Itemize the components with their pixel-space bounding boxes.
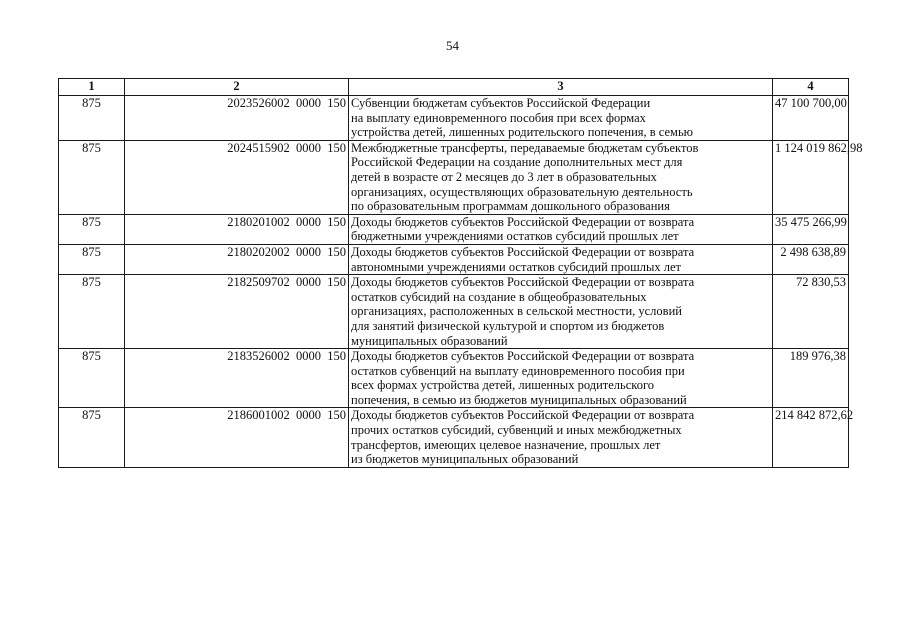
amount-cell: 189 976,38: [773, 349, 849, 408]
table-row: [59, 349, 849, 408]
column-header-description: 3: [349, 79, 773, 96]
description-cell: Доходы бюджетов субъектов Российской Федерации от возврата остатков субсидий на создание в общеобразовательных организациях, расположенных в сельской местности, условий для занятий физической культурой и спортом из бюджетов муниципальных образований: [349, 275, 773, 349]
table-row: [59, 140, 849, 214]
amount-cell: 35 475 266,99: [773, 214, 849, 244]
budget-code-cell: 2180201002 0000 150: [125, 214, 349, 244]
table-row: [59, 96, 849, 141]
budget-code-cell: 2180202002 0000 150: [125, 244, 349, 274]
budget-code-cell: 2182509702 0000 150: [125, 275, 349, 349]
table-row: [59, 214, 849, 244]
admin-code-cell: 875: [59, 349, 125, 408]
header-row: [59, 79, 849, 96]
amount-cell: 2 498 638,89: [773, 244, 849, 274]
budget-code-cell: 2183526002 0000 150: [125, 349, 349, 408]
admin-code-cell: 875: [59, 96, 125, 141]
column-header-admin: 1: [59, 79, 125, 96]
amount-cell: 72 830,53: [773, 275, 849, 349]
budget-table: [58, 78, 863, 468]
budget-code-cell: 2186001002 0000 150: [125, 408, 349, 467]
page-number: 54: [446, 38, 459, 53]
description-cell: Доходы бюджетов субъектов Российской Федерации от возврата остатков субвенций на выплату единовременного пособия при всех формах устройства детей, лишенных родительского попечения, в семью из бюджетов муниципальных образований: [349, 349, 773, 408]
amount-cell: 47 100 700,00: [773, 96, 849, 141]
description-cell: Межбюджетные трансферты, передаваемые бюджетам субъектов Российской Федерации на создание дополнительных мест для детей в возрасте от 2 месяцев до 3 лет в образовательных организациях, осуществляющих образовательную деятельность по образовательным программам дошкольного образования: [349, 140, 773, 214]
table-row: [59, 408, 849, 467]
admin-code-cell: 875: [59, 244, 125, 274]
budget-code-cell: 2023526002 0000 150: [125, 96, 349, 141]
column-header-amount: 4: [773, 79, 849, 96]
description-cell: Субвенции бюджетам субъектов Российской Федерации на выплату единовременного пособия при всех формах устройства детей, лишенных родительского попечения, в семью: [349, 96, 773, 141]
table-header: [59, 79, 849, 96]
admin-code-cell: 875: [59, 408, 125, 467]
table-row: [59, 244, 849, 274]
amount-cell: 214 842 872,62: [773, 408, 849, 467]
admin-code-cell: 875: [59, 214, 125, 244]
amount-cell: 1 124 019 862,98: [773, 140, 849, 214]
admin-code-cell: 875: [59, 140, 125, 214]
description-cell: Доходы бюджетов субъектов Российской Федерации от возврата прочих остатков субсидий, субвенций и иных межбюджетных трансфертов, имеющих целевое назначение, прошлых лет из бюджетов муниципальных образований: [349, 408, 773, 467]
description-cell: Доходы бюджетов субъектов Российской Федерации от возврата бюджетными учреждениями остатков субсидий прошлых лет: [349, 214, 773, 244]
admin-code-cell: 875: [59, 275, 125, 349]
table-row: [59, 275, 849, 349]
column-header-code: 2: [125, 79, 349, 96]
table-body: [59, 96, 863, 468]
budget-code-cell: 2024515902 0000 150: [125, 140, 349, 214]
description-cell: Доходы бюджетов субъектов Российской Федерации от возврата автономными учреждениями остатков субсидий прошлых лет: [349, 244, 773, 274]
